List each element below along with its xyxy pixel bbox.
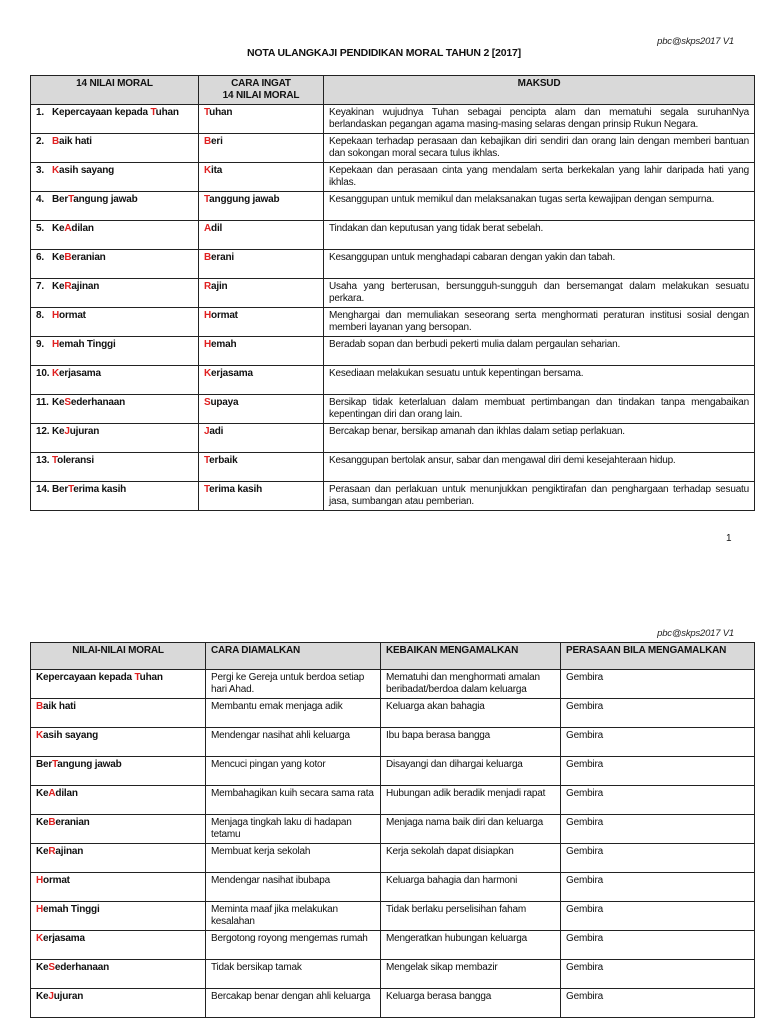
value-suffix: anggung jawab <box>209 194 280 205</box>
highlight-letter: T <box>150 107 156 118</box>
highlight-letter: K <box>52 368 60 379</box>
maksud-cell: Keyakinan wujudnya Tuhan sebagai pencipta alam dan mematuhi segala suruhanNya berlandaskan pegangan agama masing-masing selaras dengan prinsip Rukun Negara. <box>324 105 755 134</box>
value-prefix: Ke <box>52 426 65 437</box>
row-number: 13. <box>36 455 50 466</box>
value-suffix: aik hati <box>43 701 76 712</box>
table-row <box>31 815 755 844</box>
highlight-letter: T <box>204 484 210 495</box>
nilai-cell <box>31 337 199 366</box>
highlight-letter: H <box>36 875 44 886</box>
header-kebaikan: KEBAIKAN MENGAMALKAN <box>381 643 561 670</box>
nilai-cell <box>31 308 199 337</box>
cara-ingat-cell <box>199 192 324 221</box>
highlight-letter: A <box>204 223 212 234</box>
highlight-letter: S <box>204 397 211 408</box>
nilai-cell <box>31 192 199 221</box>
nilai-cell <box>31 844 206 873</box>
kebaikan-cell: Keluarga akan bahagia <box>381 699 561 728</box>
value-suffix: uhan <box>209 107 233 118</box>
highlight-letter: B <box>48 817 56 828</box>
nilai-cell <box>31 757 206 786</box>
value-prefix: Ke <box>52 223 65 234</box>
value-suffix: erbaik <box>209 455 238 466</box>
row-number: 5. <box>36 223 44 234</box>
nilai-cell <box>31 728 206 757</box>
cara-ingat-cell <box>199 308 324 337</box>
highlight-letter: K <box>36 730 44 741</box>
value-suffix: angung jawab <box>57 759 122 770</box>
nilai-cell <box>31 873 206 902</box>
value-prefix: Ke <box>36 788 49 799</box>
cara-ingat-cell <box>199 105 324 134</box>
nilai-cell <box>31 960 206 989</box>
cara-ingat-cell <box>199 134 324 163</box>
highlight-letter: S <box>64 397 71 408</box>
table-row <box>31 337 755 366</box>
value-suffix: erima kasih <box>73 484 127 495</box>
highlight-letter: B <box>204 252 212 263</box>
perasaan-cell: Gembira <box>561 728 755 757</box>
highlight-letter: T <box>134 672 140 683</box>
value-suffix: erani <box>211 252 234 263</box>
page-title: NOTA ULANGKAJI PENDIDIKAN MORAL TAHUN 2 [2017] <box>247 47 521 59</box>
cara-ingat-cell <box>199 337 324 366</box>
value-suffix: asih sayang <box>43 730 99 741</box>
maksud-cell: Kesanggupan untuk menghadapi cabaran dengan yakin dan tabah. <box>324 250 755 279</box>
header-cara-diamalkan: CARA DIAMALKAN <box>206 643 381 670</box>
value-suffix: dilan <box>71 223 94 234</box>
value-suffix: dil <box>211 223 223 234</box>
perasaan-cell: Gembira <box>561 786 755 815</box>
cara-cell: Membahagikan kuih secara sama rata <box>206 786 381 815</box>
cara-cell: Mendengar nasihat ibubapa <box>206 873 381 902</box>
value-suffix: ormat <box>59 310 86 321</box>
header-line: CARA INGAT <box>231 78 291 89</box>
value-suffix: dilan <box>55 788 78 799</box>
table-row <box>31 453 755 482</box>
highlight-letter: H <box>204 339 212 350</box>
kebaikan-cell: Mengeratkan hubungan keluarga <box>381 931 561 960</box>
highlight-letter: T <box>204 194 210 205</box>
value-suffix: erjasama <box>59 368 101 379</box>
value-suffix: emah Tinggi <box>43 904 100 915</box>
highlight-letter: H <box>204 310 212 321</box>
row-number: 11. <box>36 397 49 408</box>
maksud-cell: Kesanggupan untuk memikul dan melaksanakan tugas serta kewajipan dengan sempurna. <box>324 192 755 221</box>
highlight-letter: J <box>64 426 70 437</box>
highlight-letter: A <box>48 788 56 799</box>
highlight-letter: K <box>52 165 60 176</box>
value-suffix: angung jawab <box>73 194 138 205</box>
row-number: 10. <box>36 368 50 379</box>
table-row <box>31 960 755 989</box>
nilai-cell <box>31 786 206 815</box>
perasaan-cell: Gembira <box>561 873 755 902</box>
highlight-letter: B <box>52 136 60 147</box>
maksud-cell: Usaha yang berterusan, bersungguh-sungguh dan bersemangat dalam melakukan sesuatu perkara. <box>324 279 755 308</box>
header-nilai: 14 NILAI MORAL <box>31 76 199 105</box>
perasaan-cell: Gembira <box>561 699 755 728</box>
table-row <box>31 844 755 873</box>
value-suffix: emah Tinggi <box>59 339 116 350</box>
highlight-letter: K <box>36 933 44 944</box>
table-row <box>31 163 755 192</box>
table-row <box>31 902 755 931</box>
value-suffix: eranian <box>71 252 106 263</box>
perasaan-cell: Gembira <box>561 989 755 1018</box>
value-suffix: ormat <box>43 875 70 886</box>
value-prefix: Ke <box>36 991 49 1002</box>
value-suffix: ujuran <box>53 991 84 1002</box>
nilai-cell <box>31 931 206 960</box>
cara-cell: Pergi ke Gereja untuk berdoa setiap hari Ahad. <box>206 670 381 699</box>
value-suffix: asih sayang <box>59 165 115 176</box>
nilai-cell <box>31 902 206 931</box>
moral-values-table <box>30 75 755 511</box>
highlight-letter: T <box>68 484 74 495</box>
value-suffix: emah <box>211 339 237 350</box>
document-tag: pbc@skps2017 V1 <box>657 36 734 47</box>
highlight-letter: R <box>48 846 56 857</box>
row-number: 7. <box>36 281 44 292</box>
value-suffix: erima kasih <box>209 484 263 495</box>
table-row <box>31 134 755 163</box>
cara-ingat-cell <box>199 366 324 395</box>
cara-cell: Membuat kerja sekolah <box>206 844 381 873</box>
nilai-cell <box>31 989 206 1018</box>
value-prefix: Kepercayaan kepada <box>36 672 135 683</box>
value-suffix: eranian <box>55 817 90 828</box>
kebaikan-cell: Ibu bapa berasa bangga <box>381 728 561 757</box>
cara-cell: Mencuci pingan yang kotor <box>206 757 381 786</box>
kebaikan-cell: Tidak berlaku perselisihan faham <box>381 902 561 931</box>
highlight-letter: H <box>36 904 44 915</box>
cara-cell: Menjaga tingkah laku di hadapan tetamu <box>206 815 381 844</box>
maksud-cell: Beradab sopan dan berbudi pekerti mulia dalam pergaulan seharian. <box>324 337 755 366</box>
nilai-cell <box>31 163 199 192</box>
cara-ingat-cell <box>199 221 324 250</box>
highlight-letter: J <box>48 991 54 1002</box>
highlight-letter: B <box>204 136 212 147</box>
value-suffix: erjasama <box>43 933 85 944</box>
header-cara-ingat <box>199 76 324 105</box>
nilai-cell <box>31 699 206 728</box>
maksud-cell: Kepekaan dan perasaan cinta yang mendalam serta berkekalan yang lahir daripada hati yang ikhlas. <box>324 163 755 192</box>
nilai-cell <box>31 221 199 250</box>
cara-cell: Bergotong royong mengemas rumah <box>206 931 381 960</box>
perasaan-cell: Gembira <box>561 670 755 699</box>
value-suffix: upaya <box>210 397 239 408</box>
value-prefix: Ke <box>52 397 65 408</box>
value-suffix: eri <box>211 136 223 147</box>
header-maksud: MAKSUD <box>324 76 755 105</box>
nilai-cell <box>31 366 199 395</box>
row-number: 4. <box>36 194 44 205</box>
table-row <box>31 250 755 279</box>
table-row <box>31 786 755 815</box>
table-row <box>31 192 755 221</box>
maksud-cell: Perasaan dan perlakuan untuk menunjukkan pengiktirafan dan penghargaan terhadap sesuatu jasa, sumbangan atau pemberian. <box>324 482 755 511</box>
kebaikan-cell: Mematuhi dan menghormati amalan beribadat/berdoa dalam keluarga <box>381 670 561 699</box>
row-number: 14. <box>36 484 50 495</box>
highlight-letter: T <box>52 759 58 770</box>
row-number: 2. <box>36 136 44 147</box>
cara-ingat-cell <box>199 163 324 192</box>
value-suffix: oleransi <box>57 455 94 466</box>
value-prefix: Ber <box>36 759 53 770</box>
table-row <box>31 931 755 960</box>
maksud-cell: Kepekaan terhadap perasaan dan kebajikan diri sendiri dan orang lain dengan memberi bantuan dan sokongan moral secara tulus ikhlas. <box>324 134 755 163</box>
value-suffix: adi <box>209 426 224 437</box>
table-row <box>31 424 755 453</box>
value-suffix: ederhanaan <box>54 962 110 973</box>
cara-cell: Membantu emak menjaga adik <box>206 699 381 728</box>
highlight-letter: K <box>204 165 212 176</box>
highlight-letter: J <box>204 426 210 437</box>
maksud-cell: Tindakan dan keputusan yang tidak berat sebelah. <box>324 221 755 250</box>
header-perasaan: PERASAAN BILA MENGAMALKAN <box>561 643 755 670</box>
table-row <box>31 728 755 757</box>
cara-ingat-cell <box>199 395 324 424</box>
value-suffix: ajinan <box>55 846 84 857</box>
cara-ingat-cell <box>199 424 324 453</box>
value-prefix: Ke <box>52 252 65 263</box>
table-row <box>31 366 755 395</box>
highlight-letter: B <box>64 252 72 263</box>
cara-cell: Bercakap benar dengan ahli keluarga <box>206 989 381 1018</box>
kebaikan-cell: Keluarga berasa bangga <box>381 989 561 1018</box>
value-prefix: Ber <box>52 484 69 495</box>
value-prefix: Ke <box>36 846 49 857</box>
value-prefix: Ber <box>52 194 69 205</box>
table-row <box>31 873 755 902</box>
table-row <box>31 221 755 250</box>
nilai-cell <box>31 815 206 844</box>
highlight-letter: K <box>204 368 212 379</box>
value-suffix: ajinan <box>71 281 100 292</box>
value-suffix: ormat <box>211 310 238 321</box>
value-suffix: ujuran <box>69 426 100 437</box>
value-suffix: ita <box>211 165 223 176</box>
table-row <box>31 105 755 134</box>
highlight-letter: S <box>48 962 55 973</box>
practice-table <box>30 642 755 1018</box>
table-row <box>31 989 755 1018</box>
table-row <box>31 699 755 728</box>
highlight-letter: A <box>64 223 72 234</box>
nilai-cell <box>31 670 206 699</box>
highlight-letter: R <box>64 281 72 292</box>
nilai-cell <box>31 250 199 279</box>
highlight-letter: T <box>204 107 210 118</box>
perasaan-cell: Gembira <box>561 960 755 989</box>
value-prefix: Ke <box>52 281 65 292</box>
header-line: 14 NILAI MORAL <box>222 90 300 101</box>
kebaikan-cell: Disayangi dan dihargai keluarga <box>381 757 561 786</box>
highlight-letter: R <box>204 281 212 292</box>
kebaikan-cell: Mengelak sikap membazir <box>381 960 561 989</box>
perasaan-cell: Gembira <box>561 757 755 786</box>
kebaikan-cell: Menjaga nama baik diri dan keluarga <box>381 815 561 844</box>
kebaikan-cell: Keluarga bahagia dan harmoni <box>381 873 561 902</box>
cara-cell: Mendengar nasihat ahli keluarga <box>206 728 381 757</box>
value-prefix: Ke <box>36 817 49 828</box>
nilai-cell <box>31 134 199 163</box>
perasaan-cell: Gembira <box>561 844 755 873</box>
value-suffix: ederhanaan <box>70 397 126 408</box>
maksud-cell: Menghargai dan memuliakan seseorang serta menghormati peraturan institusi sosial dengan memberi layanan yang bersopan. <box>324 308 755 337</box>
highlight-letter: T <box>68 194 74 205</box>
row-number: 3. <box>36 165 44 176</box>
row-number: 1. <box>36 107 44 118</box>
nilai-cell <box>31 279 199 308</box>
value-prefix: Ke <box>36 962 49 973</box>
cara-cell: Tidak bersikap tamak <box>206 960 381 989</box>
nilai-cell <box>31 105 199 134</box>
table-row <box>31 279 755 308</box>
highlight-letter: T <box>204 455 210 466</box>
value-suffix: aik hati <box>59 136 92 147</box>
value-suffix: ajin <box>211 281 228 292</box>
cara-ingat-cell <box>199 279 324 308</box>
table-row <box>31 482 755 511</box>
perasaan-cell: Gembira <box>561 902 755 931</box>
table-row <box>31 670 755 699</box>
value-suffix: uhan <box>155 107 179 118</box>
value-suffix: uhan <box>139 672 163 683</box>
perasaan-cell: Gembira <box>561 931 755 960</box>
nilai-cell <box>31 395 199 424</box>
value-suffix: erjasama <box>211 368 253 379</box>
maksud-cell: Kesanggupan bertolak ansur, sabar dan mengawal diri demi kesejahteraan hidup. <box>324 453 755 482</box>
kebaikan-cell: Kerja sekolah dapat disiapkan <box>381 844 561 873</box>
cara-ingat-cell <box>199 482 324 511</box>
highlight-letter: H <box>52 310 60 321</box>
row-number: 6. <box>36 252 44 263</box>
table-row <box>31 308 755 337</box>
cara-ingat-cell <box>199 250 324 279</box>
highlight-letter: B <box>36 701 44 712</box>
nilai-cell <box>31 482 199 511</box>
kebaikan-cell: Hubungan adik beradik menjadi rapat <box>381 786 561 815</box>
header-nilai-nilai: NILAI-NILAI MORAL <box>31 643 206 670</box>
cara-ingat-cell <box>199 453 324 482</box>
table-row <box>31 395 755 424</box>
nilai-cell <box>31 424 199 453</box>
row-number: 9. <box>36 339 44 350</box>
highlight-letter: T <box>52 455 58 466</box>
value-prefix: Kepercayaan kepada <box>52 107 151 118</box>
highlight-letter: H <box>52 339 60 350</box>
row-number: 8. <box>36 310 44 321</box>
document-tag: pbc@skps2017 V1 <box>657 628 734 639</box>
perasaan-cell: Gembira <box>561 815 755 844</box>
maksud-cell: Bercakap benar, bersikap amanah dan ikhlas dalam setiap perlakuan. <box>324 424 755 453</box>
page-number: 1 <box>726 533 732 544</box>
maksud-cell: Bersikap tidak keterlaluan dalam membuat pertimbangan dan tindakan tanpa mengabaikan kepentingan diri dan orang lain. <box>324 395 755 424</box>
maksud-cell: Kesediaan melakukan sesuatu untuk kepentingan bersama. <box>324 366 755 395</box>
nilai-cell <box>31 453 199 482</box>
table-row <box>31 757 755 786</box>
row-number: 12. <box>36 426 50 437</box>
cara-cell: Meminta maaf jika melakukan kesalahan <box>206 902 381 931</box>
